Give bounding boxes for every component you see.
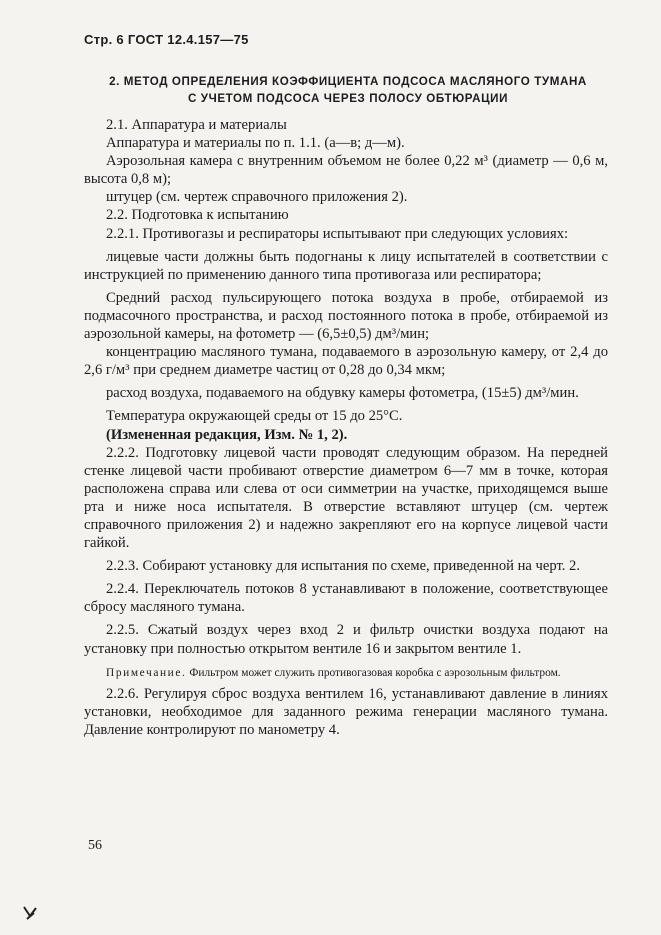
paragraph: Средний расход пульсирующего потока воздуха в пробе, отбираемой из подмасочного пространства, и расход постоянного потока в пробе, отбираемой из аэрозольной камеры, на фотометр — (6,5±0,5) дм³/мин;	[84, 289, 608, 343]
paragraph: 2.2.5. Сжатый воздух через вход 2 и фильтр очистки воздуха подают на установку при полностью открытом вентиле 16 и закрытом вентиле 1.	[84, 622, 608, 657]
section-title-line-1: 2. МЕТОД ОПРЕДЕЛЕНИЯ КОЭФФИЦИЕНТА ПОДСОСА МАСЛЯНОГО ТУМАНА	[109, 75, 587, 88]
paragraph: расход воздуха, подаваемого на обдувку камеры фотометра, (15±5) дм³/мин.	[106, 385, 579, 402]
subsection-heading: 2.1. Аппаратура и материалы	[106, 117, 287, 133]
paragraph: 2.2.2. Подготовку лицевой части проводят следующим образом. На передней стенке лицевой части пробивают отверстие диаметром 6—7 мм в точке, которая расположена справа или слева от оси симметрии на участке, приходящемся выше рта и ниже носа испытателя. В отверстие вставляют штуцер (см. чертеж справочного приложения 2) и надежно закрепляют его на корпусе лицевой части гайкой.	[84, 444, 608, 552]
section-title-line-2: С УЧЕТОМ ПОДСОСА ЧЕРЕЗ ПОЛОСУ ОБТЮРАЦИИ	[187, 92, 509, 105]
note	[84, 666, 608, 681]
paragraph: штуцер (см. чертеж справочного приложения 2).	[106, 189, 408, 206]
page-number: 56	[88, 838, 102, 853]
paragraph: 2.2.1. Противогазы и респираторы испытывают при следующих условиях:	[106, 225, 569, 242]
paragraph: 2.2.3. Собирают установку для испытания по схеме, приведенной на черт. 2.	[106, 558, 581, 575]
note-label: Примечание.	[106, 666, 187, 679]
paragraph: Температура окружающей среды от 15 до 25°С.	[106, 408, 403, 425]
page-header: Стр. 6 ГОСТ 12.4.157—75	[84, 32, 249, 47]
document-body	[84, 116, 608, 739]
paragraph: 2.2.4. Переключатель потоков 8 устанавливают в положение, соответствующее сбросу масляного тумана.	[84, 581, 608, 616]
note-text: Фильтром может служить противогазовая коробка с аэрозольным фильтром.	[189, 666, 561, 679]
paragraph: Аппаратура и материалы по п. 1.1. (а—в; д—м).	[106, 135, 405, 152]
paragraph: лицевые части должны быть подогнаны к лицу испытателей в соответствии с инструкцией по применению данного типа противогаза или респиратора;	[84, 248, 608, 283]
paragraph: 2.2.6. Регулируя сброс воздуха вентилем 16, устанавливают давление в линиях установки, необходимое для заданного режима генерации масляного тумана. Давление контролируют по манометру 4.	[84, 685, 608, 738]
amendment-note: (Измененная редакция, Изм. № 1, 2).	[106, 426, 348, 443]
paragraph: концентрацию масляного тумана, подаваемого в аэрозольную камеру, от 2,4 до 2,6 г/м³ при среднем диаметре частиц от 0,28 до 0,34 мкм;	[84, 344, 608, 379]
scan-mark-icon	[22, 904, 40, 922]
paragraph: Аэрозольная камера с внутренним объемом не более 0,22 м³ (диаметр — 0,6 м, высота 0,8 м);	[84, 153, 608, 188]
section-title	[84, 73, 612, 107]
subsection-heading: 2.2. Подготовка к испытанию	[106, 207, 289, 224]
